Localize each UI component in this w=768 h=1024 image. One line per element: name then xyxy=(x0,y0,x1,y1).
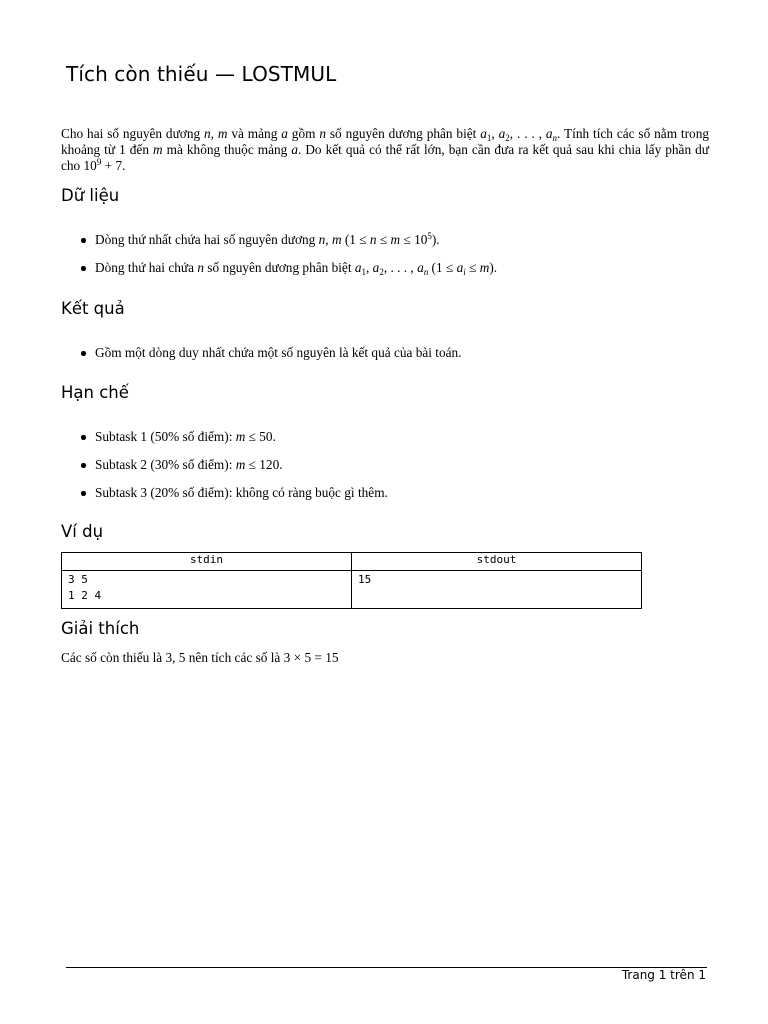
text: gồm xyxy=(287,126,320,141)
text: Gồm một dòng duy nhất chứa một số nguyên là kết quả của bài toán. xyxy=(95,345,462,360)
text: ≤ 50. xyxy=(245,429,276,444)
math-var: n, m xyxy=(204,126,228,141)
text: ). xyxy=(431,232,440,247)
math-var: n xyxy=(369,232,377,247)
text: Cho hai số nguyên dương xyxy=(61,126,205,141)
subscript: 2 xyxy=(505,133,510,143)
text: , . . . , xyxy=(509,126,546,141)
text: + 7. xyxy=(101,158,126,173)
stdin-header: stdin xyxy=(62,553,352,571)
page-number: Trang 1 trên 1 xyxy=(621,968,706,982)
example-heading: Ví dụ xyxy=(61,522,104,541)
bullet-icon xyxy=(81,351,86,356)
problem-title: Tích còn thiếu — LOSTMUL xyxy=(66,62,337,86)
subscript: 1 xyxy=(361,267,367,277)
subscript: 2 xyxy=(379,267,384,277)
math-var: m xyxy=(235,429,246,444)
stdout-header: stdout xyxy=(352,553,642,571)
text: , . . . , xyxy=(383,260,418,275)
limits-list xyxy=(81,429,701,513)
footer-divider xyxy=(66,967,707,968)
math-var: a xyxy=(456,260,464,275)
bullet-icon xyxy=(81,491,86,496)
list-item xyxy=(81,260,701,288)
table-row xyxy=(62,571,642,609)
example-table xyxy=(61,552,642,609)
list-item xyxy=(81,429,701,457)
output-heading: Kết quả xyxy=(61,299,125,318)
math-var: n, m xyxy=(318,232,342,247)
math-var: m xyxy=(390,232,401,247)
text: và mảng xyxy=(227,126,282,141)
math-var: a xyxy=(545,126,553,141)
text: (1 ≤ xyxy=(428,260,457,275)
stdout-cell: 15 xyxy=(352,571,642,609)
math-var: a xyxy=(498,126,506,141)
bullet-icon xyxy=(81,238,86,243)
problem-statement xyxy=(61,126,709,174)
text: . Tính tích các số nằm trong khoảng từ 1 đến xyxy=(61,126,709,157)
math-var: a xyxy=(372,260,380,275)
math-var: a xyxy=(291,142,298,157)
list-item xyxy=(81,457,701,485)
text: ≤ xyxy=(376,232,391,247)
table-header-row xyxy=(62,553,642,571)
superscript: 5 xyxy=(427,231,432,241)
math-var: a xyxy=(417,260,424,275)
bullet-icon xyxy=(81,463,86,468)
math-var: a xyxy=(281,126,288,141)
bullet-icon xyxy=(81,435,86,440)
text: (1 ≤ xyxy=(341,232,370,247)
list-item xyxy=(81,232,701,260)
input-heading: Dữ liệu xyxy=(61,186,120,205)
text: Dòng thứ nhất chứa hai số nguyên dương xyxy=(95,232,319,247)
subscript: 1 xyxy=(486,133,492,143)
text: ≤ 10 xyxy=(400,232,428,247)
text: Dòng thứ hai chứa xyxy=(95,260,198,275)
input-list xyxy=(81,232,701,288)
list-item xyxy=(81,345,701,373)
explanation-text: Các số còn thiếu là 3, 5 nên tích các số là 3 × 5 = 15 xyxy=(61,650,339,665)
math-var: a xyxy=(354,260,362,275)
math-var: m xyxy=(479,260,490,275)
text: Subtask 1 (50% số điểm): xyxy=(95,429,236,444)
text: . Do kết quả có thể rất lớn, bạn cần đưa ra kết quả sau khi chia lấy phần dư cho 10 xyxy=(61,142,709,173)
bullet-icon xyxy=(81,266,86,271)
subscript: n xyxy=(423,267,429,277)
math-var: m xyxy=(153,142,163,157)
text: Subtask 2 (30% số điểm): xyxy=(95,457,236,472)
text: mà không thuộc mảng xyxy=(162,142,292,157)
text: số nguyên dương phân biệt xyxy=(203,260,355,275)
output-list xyxy=(81,345,701,373)
list-item xyxy=(81,485,701,513)
text: , xyxy=(491,126,499,141)
math-var: m xyxy=(235,457,246,472)
text: ≤ xyxy=(465,260,480,275)
text: ≤ 120. xyxy=(245,457,283,472)
text: , xyxy=(366,260,373,275)
math-var: a xyxy=(480,126,487,141)
superscript: 9 xyxy=(96,157,102,167)
stdin-cell: 3 5 1 2 4 xyxy=(62,571,352,609)
limits-heading: Hạn chế xyxy=(61,383,129,402)
subscript: i xyxy=(463,267,466,277)
text: số nguyên dương phân biệt xyxy=(325,126,481,141)
text: Subtask 3 (20% số điểm): không có ràng buộc gì thêm. xyxy=(95,485,388,500)
math-var: n xyxy=(319,126,326,141)
explain-heading: Giải thích xyxy=(61,619,140,638)
math-var: n xyxy=(197,260,204,275)
text: ). xyxy=(489,260,498,275)
subscript: n xyxy=(552,133,558,143)
